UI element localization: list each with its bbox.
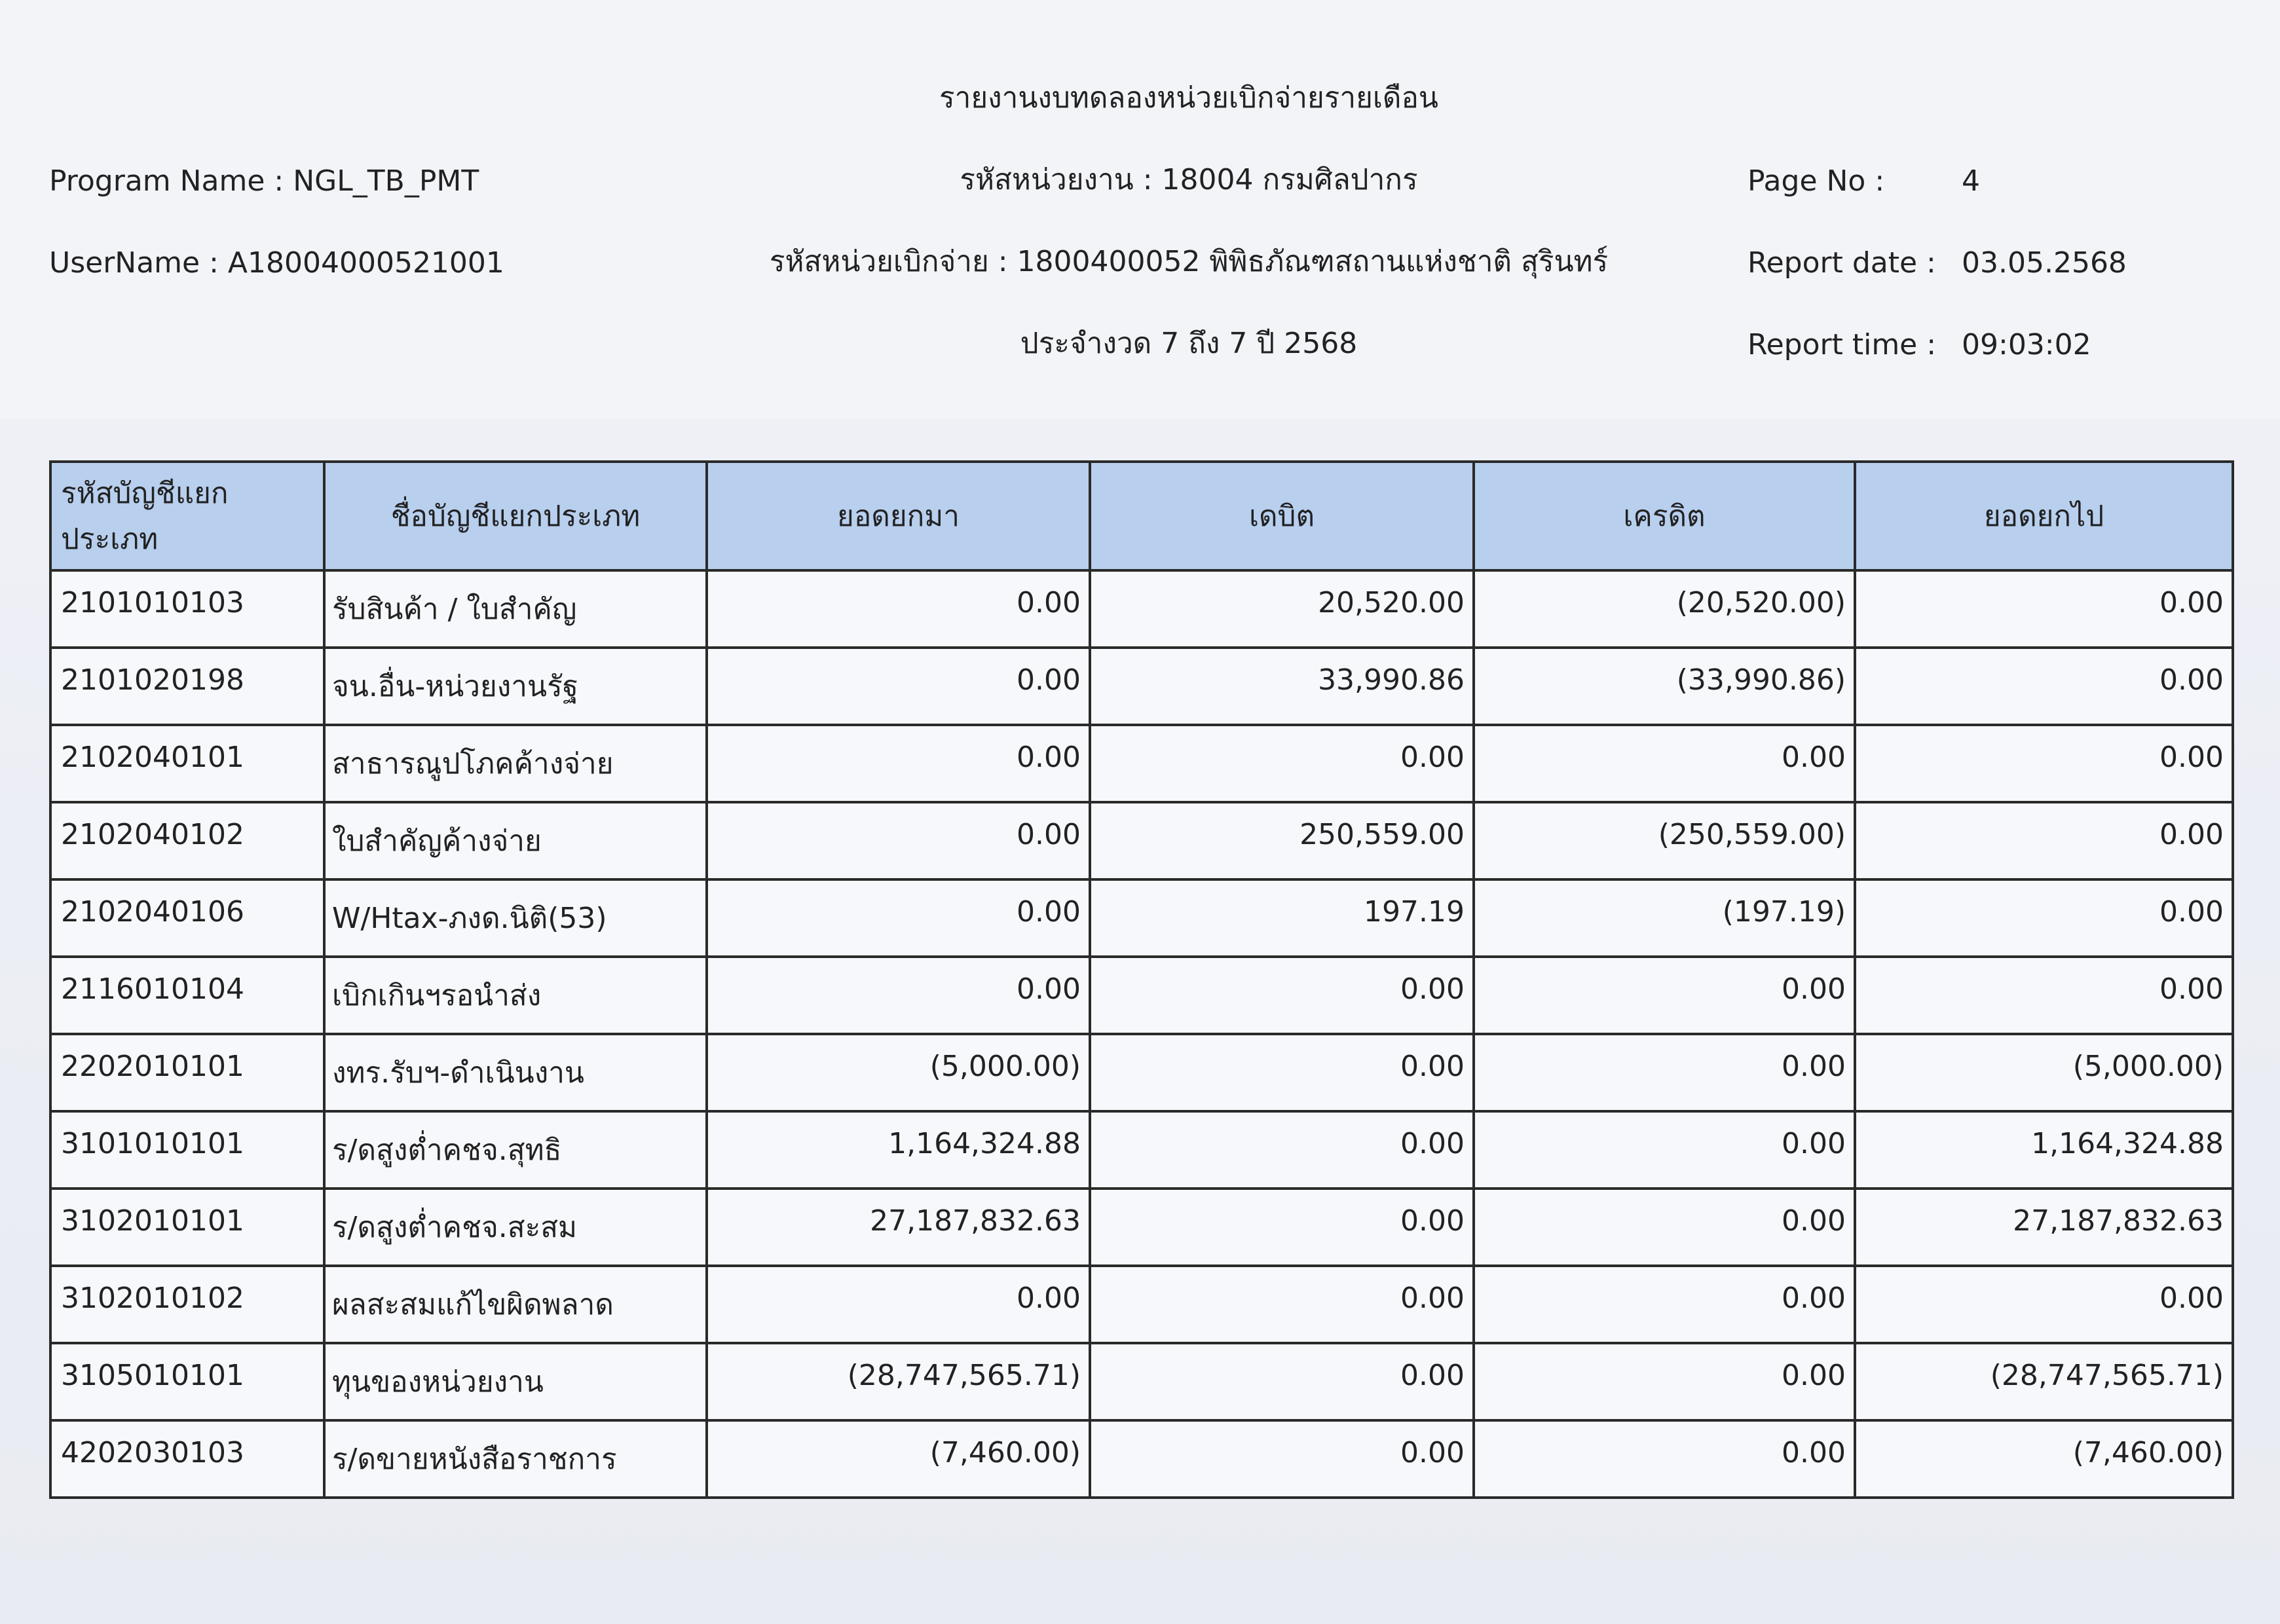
account-code-cell: 2101020198 <box>50 648 324 725</box>
opening-balance-cell: 0.00 <box>707 725 1090 802</box>
account-code-cell: 4202030103 <box>50 1420 324 1498</box>
account-code-cell: 2202010101 <box>50 1034 324 1111</box>
trial-balance-table <box>49 460 2234 1499</box>
account-code-cell: 2102040106 <box>50 879 324 957</box>
column-header-account-code: รหัสบัญชีแยกประเภท <box>50 462 324 570</box>
opening-balance-cell: (28,747,565.71) <box>707 1343 1090 1420</box>
table-row <box>50 648 2233 725</box>
account-name-cell: ร/ดขายหนังสือราชการ <box>324 1420 707 1498</box>
debit-cell: 0.00 <box>1090 725 1474 802</box>
opening-balance-cell: 0.00 <box>707 879 1090 957</box>
table-row <box>50 1034 2233 1111</box>
table-row <box>50 1111 2233 1189</box>
column-header-account-name: ชื่อบัญชีแยกประเภท <box>324 462 707 570</box>
report-title: รายงานงบทดลองหน่วยเบิกจ่ายรายเดือน <box>939 81 1438 115</box>
opening-balance-cell: 0.00 <box>707 1266 1090 1343</box>
report-date-value: 03.05.2568 <box>1962 246 2127 280</box>
closing-balance-cell: 0.00 <box>1855 802 2233 879</box>
opening-balance-cell: 1,164,324.88 <box>707 1111 1090 1189</box>
credit-cell: 0.00 <box>1474 1266 1855 1343</box>
account-name-cell: สาธารณูปโภคค้างจ่าย <box>324 725 707 802</box>
account-code-cell: 3102010101 <box>50 1189 324 1266</box>
credit-cell: 0.00 <box>1474 1111 1855 1189</box>
closing-balance-cell: 0.00 <box>1855 570 2233 648</box>
table-row <box>50 879 2233 957</box>
column-header-closing-balance: ยอดยกไป <box>1855 462 2233 570</box>
column-header-credit: เครดิต <box>1474 462 1855 570</box>
opening-balance-cell: 0.00 <box>707 957 1090 1034</box>
table-row <box>50 570 2233 648</box>
debit-cell: 197.19 <box>1090 879 1474 957</box>
account-name-cell: ร/ดสูงต่ำคชจ.สุทธิ <box>324 1111 707 1189</box>
debit-cell: 0.00 <box>1090 957 1474 1034</box>
closing-balance-cell: 1,164,324.88 <box>1855 1111 2233 1189</box>
debit-cell: 0.00 <box>1090 1189 1474 1266</box>
debit-cell: 0.00 <box>1090 1034 1474 1111</box>
account-code-cell: 3102010102 <box>50 1266 324 1343</box>
credit-cell: (20,520.00) <box>1474 570 1855 648</box>
closing-balance-cell: (7,460.00) <box>1855 1420 2233 1498</box>
program-name: Program Name : NGL_TB_PMT <box>49 164 479 198</box>
closing-balance-cell: (5,000.00) <box>1855 1034 2233 1111</box>
account-name-cell: จน.อื่น-หน่วยงานรัฐ <box>324 648 707 725</box>
debit-cell: 0.00 <box>1090 1111 1474 1189</box>
column-header-opening-balance: ยอดยกมา <box>707 462 1090 570</box>
account-name-cell: งทร.รับฯ-ดำเนินงาน <box>324 1034 707 1111</box>
debit-cell: 0.00 <box>1090 1420 1474 1498</box>
report-time-value: 09:03:02 <box>1962 328 2091 361</box>
credit-cell: 0.00 <box>1474 1189 1855 1266</box>
account-code-cell: 2102040102 <box>50 802 324 879</box>
report-time-label: Report time : <box>1747 328 1937 361</box>
closing-balance-cell: 0.00 <box>1855 725 2233 802</box>
page-no-label: Page No : <box>1747 164 1885 198</box>
opening-balance-cell: (5,000.00) <box>707 1034 1090 1111</box>
account-name-cell: รับสินค้า / ใบสำคัญ <box>324 570 707 648</box>
table-row <box>50 725 2233 802</box>
closing-balance-cell: 0.00 <box>1855 879 2233 957</box>
credit-cell: (197.19) <box>1474 879 1855 957</box>
table-row <box>50 1420 2233 1498</box>
opening-balance-cell: 0.00 <box>707 648 1090 725</box>
debit-cell: 0.00 <box>1090 1266 1474 1343</box>
account-code-cell: 3101010101 <box>50 1111 324 1189</box>
agency-line: รหัสหน่วยงาน : 18004 กรมศิลปากร <box>960 163 1418 196</box>
username: UserName : A18004000521001 <box>49 246 504 280</box>
account-name-cell: ผลสะสมแก้ไขผิดพลาด <box>324 1266 707 1343</box>
debit-cell: 33,990.86 <box>1090 648 1474 725</box>
debit-cell: 20,520.00 <box>1090 570 1474 648</box>
page-no-value: 4 <box>1962 164 1980 198</box>
credit-cell: 0.00 <box>1474 1034 1855 1111</box>
credit-cell: 0.00 <box>1474 725 1855 802</box>
opening-balance-cell: 27,187,832.63 <box>707 1189 1090 1266</box>
opening-balance-cell: 0.00 <box>707 570 1090 648</box>
table-row <box>50 802 2233 879</box>
credit-cell: 0.00 <box>1474 1343 1855 1420</box>
closing-balance-cell: 0.00 <box>1855 1266 2233 1343</box>
account-name-cell: เบิกเกินฯรอนำส่ง <box>324 957 707 1034</box>
closing-balance-cell: (28,747,565.71) <box>1855 1343 2233 1420</box>
table-header-row <box>50 462 2233 570</box>
account-code-cell: 2101010103 <box>50 570 324 648</box>
credit-cell: 0.00 <box>1474 957 1855 1034</box>
account-code-cell: 3105010101 <box>50 1343 324 1420</box>
debit-cell: 250,559.00 <box>1090 802 1474 879</box>
credit-cell: (250,559.00) <box>1474 802 1855 879</box>
closing-balance-cell: 0.00 <box>1855 648 2233 725</box>
account-name-cell: W/Htax-ภงด.นิติ(53) <box>324 879 707 957</box>
account-name-cell: ใบสำคัญค้างจ่าย <box>324 802 707 879</box>
closing-balance-cell: 27,187,832.63 <box>1855 1189 2233 1266</box>
column-header-debit: เดบิต <box>1090 462 1474 570</box>
closing-balance-cell: 0.00 <box>1855 957 2233 1034</box>
table-row <box>50 1343 2233 1420</box>
credit-cell: (33,990.86) <box>1474 648 1855 725</box>
account-name-cell: ทุนของหน่วยงาน <box>324 1343 707 1420</box>
opening-balance-cell: (7,460.00) <box>707 1420 1090 1498</box>
opening-balance-cell: 0.00 <box>707 802 1090 879</box>
credit-cell: 0.00 <box>1474 1420 1855 1498</box>
table-row <box>50 1266 2233 1343</box>
report-date-label: Report date : <box>1747 246 1936 280</box>
account-code-cell: 2102040101 <box>50 725 324 802</box>
table-row <box>50 1189 2233 1266</box>
debit-cell: 0.00 <box>1090 1343 1474 1420</box>
period-line: ประจำงวด 7 ถึง 7 ปี 2568 <box>1020 327 1358 360</box>
disbursement-unit-line: รหัสหน่วยเบิกจ่าย : 1800400052 พิพิธภัณฑสถานแห่งชาติ สุรินทร์ <box>769 245 1609 278</box>
table-row <box>50 957 2233 1034</box>
account-code-cell: 2116010104 <box>50 957 324 1034</box>
account-name-cell: ร/ดสูงต่ำคชจ.สะสม <box>324 1189 707 1266</box>
table-body <box>50 570 2233 1498</box>
